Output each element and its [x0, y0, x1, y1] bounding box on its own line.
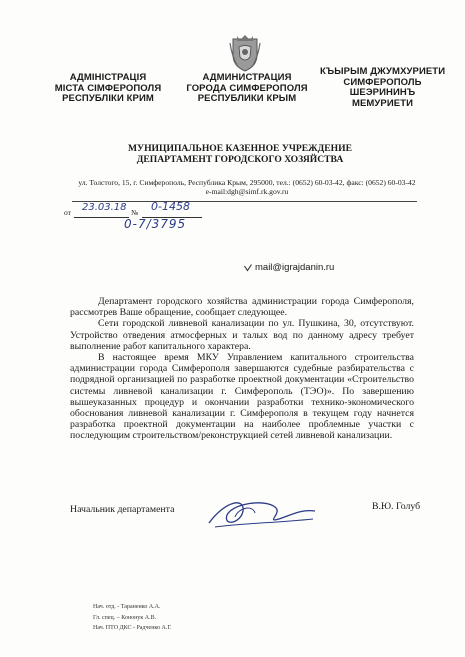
- contact-line: Нач. ПТО ДКС - Радченко А.Г.: [93, 625, 172, 631]
- signer-name: В.Ю. Голуб: [372, 501, 421, 512]
- contacts-list: [93, 602, 172, 634]
- header-left-line: АДМІНІСТРАЦІЯ: [69, 72, 147, 83]
- date-underline: [74, 217, 129, 218]
- handwritten-number: 0-1458: [151, 200, 190, 213]
- header-mid-line: АДМИНИСТРАЦИЯ: [202, 72, 292, 83]
- body-paragraph-2: Сети городской ливневой канализации по ул. Пушкина, 30, отсутствуют. Устройство отведения атмосферных и талых вод по данному адресу требует выполнение работ капитального характера.: [70, 318, 414, 352]
- header-mid-line: ГОРОДА СИМФЕРОПОЛЯ: [186, 82, 308, 94]
- signer-title: Начальник департамента: [70, 504, 175, 515]
- header-right-line: ШЕЭРИНИНЪ: [349, 87, 416, 98]
- from-label: от: [64, 208, 71, 217]
- body-paragraph-3: В настоящее время МКУ Управлением капитального строительства администрации города Симферополя завершаются судебные разбирательства с подрядной организацией по разработке проектной документации «Строительство системы ливневой канализации г. Симферополь (ТЭО)». По завершению вышеуказанных процедур и окончании разработки технико-экономического обоснования ливневой канализации г. Симферополя в текущем году начнется разработка проектной документации на наиболее проблемные участки с последующим строительством/реконструкцией сетей ливневой канализации.: [70, 352, 414, 442]
- handwritten-signature: [205, 493, 320, 533]
- checkmark-icon: [244, 264, 252, 272]
- header-right-line: СИМФЕРОПОЛЬ: [343, 76, 422, 88]
- contact-line: Гл. спец. – Кононук А.В.: [93, 614, 157, 621]
- header-right-line: МЕМУРИЕТИ: [351, 97, 414, 109]
- header-russian: [182, 73, 312, 105]
- recipient-email: mail@igrajdanin.ru: [255, 262, 335, 273]
- header-left-line: РЕСПУБЛІКИ КРИМ: [62, 93, 154, 104]
- address-block: [72, 178, 422, 196]
- contact-line: Нач. отд. - Тараненко А.А.: [93, 604, 161, 610]
- institution-line-1: МУНИЦИПАЛЬНОЕ КАЗЕННОЕ УЧРЕЖДЕНИЕ: [128, 143, 352, 154]
- institution-line-2: ДЕПАРТАМЕНТ ГОРОДСКОГО ХОЗЯЙСТВА: [136, 154, 344, 165]
- header-mid-line: РЕСПУБЛИКИ КРЫМ: [197, 93, 297, 104]
- crimea-coat-of-arms-icon: [228, 33, 262, 73]
- institution-title: [120, 143, 360, 165]
- header-crimean-tatar: [320, 67, 445, 109]
- handwritten-date: 23.03.18: [82, 202, 127, 213]
- header-ukrainian: [53, 73, 163, 105]
- handwritten-number-2: 0-7/3795: [124, 217, 187, 231]
- letter-body: [70, 296, 414, 442]
- email-line: e-mail:dgh@simf.rk.gov.ru: [205, 187, 289, 196]
- number-label: №: [131, 208, 139, 217]
- header-left-line: МІСТА СІМФЕРОПОЛЯ: [54, 82, 162, 94]
- header-right-line: КЪЫРЫМ ДЖУМХУРИЕТИ: [320, 66, 446, 77]
- body-paragraph-1: Департамент городского хозяйства администрации города Симферополя, рассмотрев Ваше обращение, сообщает следующее.: [70, 296, 414, 319]
- address-line: ул. Толстого, 15, г. Симферополь, Республика Крым, 295000, тел.: (0652) 60-03-42, факс: (0652) 60-03-42: [78, 178, 416, 187]
